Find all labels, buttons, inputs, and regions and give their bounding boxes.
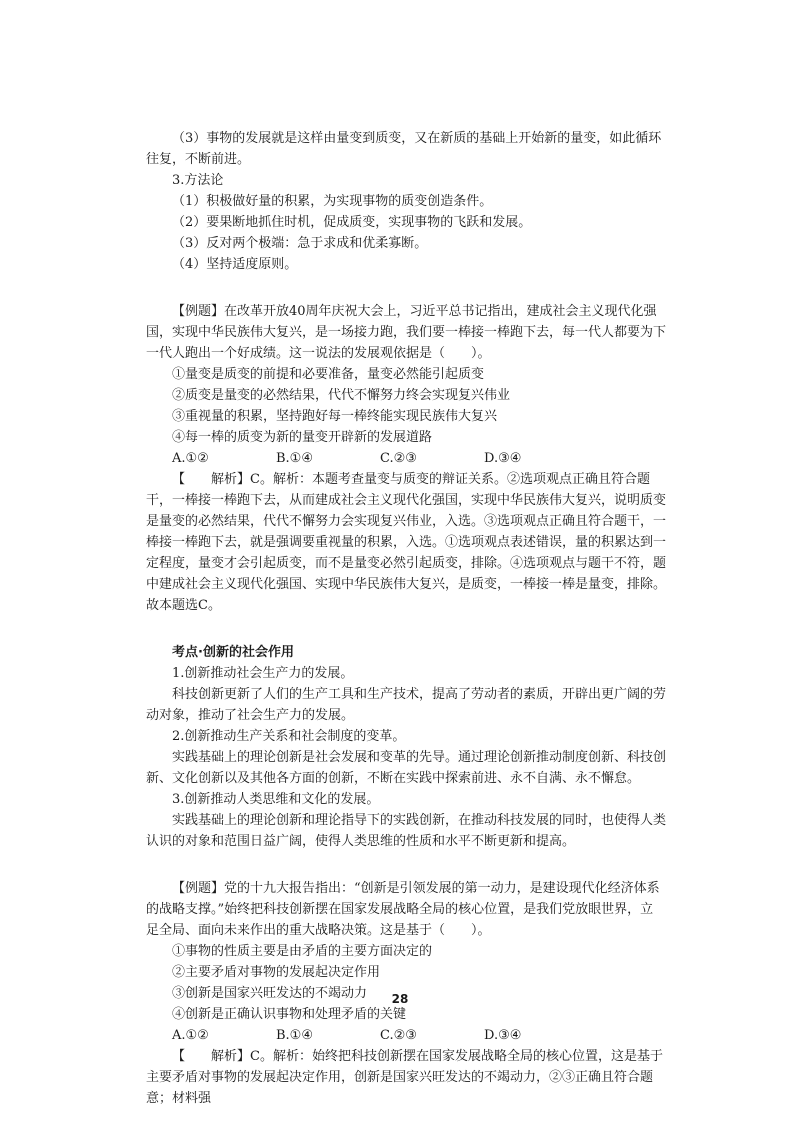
example-2-options — [146, 1025, 666, 1046]
section-title-innovation: 考点·创新的社会作用 — [172, 645, 294, 660]
innovation-point-body: 实践基础上的理论创新和理论指导下的实践创新，在推动科技发展的同时，也使得人类认识的对象和范围日益广阔，使得人类思维的性质和水平不断更新和提高。 — [146, 813, 667, 849]
option-a: A.①② — [172, 1028, 209, 1043]
example-1-statement: ④每一棒的质变为新的量变开辟新的发展道路 — [172, 430, 433, 445]
example-1-statement: ①量变是质变的前提和必要准备，量变必然能引起质变 — [172, 367, 485, 382]
paragraph-development-cycle: （3）事物的发展就是这样由量变到质变，又在新质的基础上开始新的量变，如此循环往复，不断前进。 — [146, 131, 662, 167]
option-b: B.①④ — [276, 1028, 313, 1043]
example-2-statement: ②主要矛盾对事物的发展起决定作用 — [172, 965, 381, 980]
innovation-point-head: 2.创新推动生产关系和社会制度的变革。 — [172, 729, 406, 744]
methodology-title: 3.方法论 — [172, 173, 224, 188]
example-2-statement: ④创新是正确认识事物和处理矛盾的关键 — [172, 1007, 407, 1022]
example-2-statement: ①事物的性质主要是由矛盾的主要方面决定的 — [172, 944, 433, 959]
example-1-analysis: 【 解析】C。解析：本题考查量变与质变的辩证关系。②选项观点正确且符合题干，一棒接一棒跑下去，从而建成社会主义现代化强国，实现中华民族伟大复兴，说明质变是量变的必然结果，代代不懈努力会实现复兴伟业，入选。③选项观点正确且符合题干，一棒接一棒跑下去，就是强调要重视量的积累，入选。①选项观点表述错误，量的积累达到一定程度，量变才会引起质变，而不是量变必然引起质变，排除。④选项观点与题干不符，题中建成社会主义现代化强国、实现中华民族伟大复兴，是质变，一棒接一棒是量变，排除。故本题选C。 — [146, 472, 667, 613]
innovation-point-body: 科技创新更新了人们的生产工具和生产技术，提高了劳动者的素质，开辟出更广阔的劳动对象，推动了社会生产力的发展。 — [146, 687, 667, 723]
methodology-item: （1）积极做好量的积累，为实现事物的质变创造条件。 — [172, 194, 493, 209]
document-body — [146, 128, 666, 1109]
innovation-point-head: 1.创新推动社会生产力的发展。 — [172, 666, 354, 681]
example-2-question: 【例题】党的十九大报告指出：“创新是引领发展的第一动力，是建设现代化经济体系的战略支撑。”始终把科技创新摆在国家发展战略全局的核心位置，是我们党放眼世界，立足全局、面向未来作出的重大战略决策。这是基于（ ）。 — [146, 881, 660, 938]
option-d: D.③④ — [484, 1028, 522, 1043]
innovation-point-body: 实践基础上的理论创新是社会发展和变革的先导。通过理论创新推动制度创新、科技创新、文化创新以及其他各方面的创新，不断在实践中探索前进、永不自满、永不懈怠。 — [146, 750, 667, 786]
option-a: A.①② — [172, 451, 209, 466]
example-1-statement: ③重视量的积累，坚持跑好每一棒终能实现民族伟大复兴 — [172, 409, 498, 424]
example-2-statement: ③创新是国家兴旺发达的不竭动力 — [172, 986, 368, 1001]
option-c: C.②③ — [380, 451, 417, 466]
example-1-question: 【例题】在改革开放40周年庆祝大会上，习近平总书记指出，建成社会主义现代化强国，实现中华民族伟大复兴，是一场接力跑，我们要一棒接一棒跑下去，每一代人都要为下一代人跑出一个好成绩。这一说法的发展观依据是（ ）。 — [146, 304, 667, 361]
example-2-analysis: 【 解析】C。解析：始终把科技创新摆在国家发展战略全局的核心位置，这是基于主要矛盾对事物的发展起决定作用，创新是国家兴旺发达的不竭动力，②③正确且符合题意；材料强 — [146, 1049, 663, 1106]
option-c: C.②③ — [380, 1028, 417, 1043]
methodology-item: （3）反对两个极端：急于求成和优柔寡断。 — [172, 236, 428, 251]
page-number: 28 — [391, 992, 409, 1006]
innovation-point-head: 3.创新推动人类思维和文化的发展。 — [172, 792, 380, 807]
example-1-statement: ②质变是量变的必然结果，代代不懈努力终会实现复兴伟业 — [172, 388, 511, 403]
methodology-item: （2）要果断地抓住时机，促成质变，实现事物的飞跃和发展。 — [172, 215, 532, 230]
example-1-options — [146, 448, 666, 469]
methodology-item: （4）坚持适度原则。 — [172, 257, 298, 272]
option-d: D.③④ — [484, 451, 522, 466]
option-b: B.①④ — [276, 451, 313, 466]
